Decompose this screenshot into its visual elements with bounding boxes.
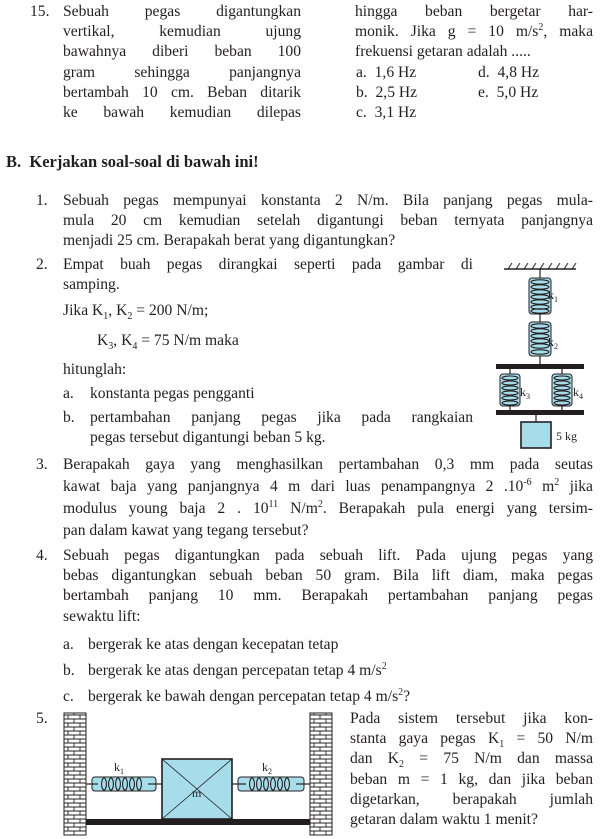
p4-item-a: a. bergerak ke atas dengan kecepatan tetap [63,635,339,653]
p4-line-1: Sebuah pegas digantungkan pada sebuah lift. Pada ujung pegas yang [63,547,593,564]
p5-line-2: stanta gaya pegas $K_1 = 50$ N/m [350,730,593,751]
section-b-letter: B. [6,152,22,171]
spring-k3 [500,374,520,406]
q15-left-line-1: Sebuah pegas digantungkan [63,3,301,20]
p5-spring-figure [62,707,334,837]
p1-line-1: Sebuah pegas mempunyai konstanta 2 N/m. Bila panjang pegas mula- [63,192,593,209]
p2-hitung: hitunglah: [63,360,127,378]
p2-line-2: samping. [63,276,120,294]
p1-line-3: menjadi 25 cm. Berapakah berat yang digantungkan? [63,232,396,250]
q15-option-d[interactable]: d. 4,8 Hz [478,63,540,81]
p1-text [63,191,593,252]
p4-item-b: b. bergerak ke atas dengan percepatan tetap 4 $m/s^2$ [63,660,387,680]
p5-number: 5. [36,710,48,727]
label-p5-k2: $k_2$ [262,760,272,776]
p3-line-4: pan dalam kawat yang tegang tersebut? [63,521,309,539]
q15-left-line-4: gram sehingga panjangnya [63,63,301,81]
q15-number: 15. [30,3,50,20]
q15-right-line-3: frekuensi getaran adalah ..... [355,43,531,61]
label-p5-k1: $k_1$ [114,760,124,776]
p4-line-2: bebas digantungkan sebuah beban 50 gram. Bila lift diam, maka pegas [63,567,593,585]
p2-line-1: Empat buah pegas dirangkai seperti pada gambar di [63,256,473,273]
q15-left-column [63,2,301,123]
p2-k-line-2: $K_3$, $K_4 = 75$ N/m maka [97,331,239,352]
lower-bar [496,410,584,415]
q15-left-line-5: bertambah 10 cm. Beban ditarik [63,83,301,101]
label-k4: $k_4$ [573,385,583,401]
left-wall [64,713,86,835]
p4-line-3: bertambah panjang 10 mm. Berapakah pertambahan panjang pegas [63,587,593,605]
p3-line-1: Berapakah gaya yang menghasilkan pertambahan 0,3 mm pada seutas [63,456,593,473]
p1-line-2: mula 20 cm kemudian setelah digantungi beban ternyata panjangnya [63,212,593,230]
spring-k1-horizontal [86,777,162,791]
p5-line-3: dan $K_2 = 75$ N/m dan massa [350,750,593,771]
q15-option-e[interactable]: e. 5,0 Hz [478,83,539,101]
label-k2: $k_2$ [548,335,558,351]
p5-line-6: getaran dalam waktu 1 menit? [350,811,538,829]
q15-right-line-2: monik. Jika g = 10 $m/s^2$, maka [355,22,593,41]
p2-k-line-1: Jika $K_1$, $K_2 = 200$ N/m; [63,302,209,323]
upper-bar [496,364,584,369]
p3-line-2: kawat baja yang panjangnya 4 m dari luas penampangnya 2 $.10^{-6}$ $m^2$ jika [63,477,593,496]
p4-text [63,546,593,707]
q15-options [355,63,593,123]
label-k1: $k_1$ [548,288,558,304]
section-b-title: Kerjakan soal-soal di bawah ini! [29,152,259,171]
p5-line-4: beban m = 1 kg, dan jika beban [350,770,593,788]
p5-line-1: Pada sistem tersebut jika kon- [350,710,593,727]
q15-left-line-6: ke bawah kemudian dilepas [63,104,301,122]
q15-option-a[interactable]: a. 1,6 Hz [356,63,417,81]
q15-option-c[interactable]: c. 3,1 Hz [356,103,417,121]
q15-option-b[interactable]: b. 2,5 Hz [356,83,418,101]
label-k3: $k_3$ [520,385,530,401]
q15-left-line-2: vertikal, kemudian ujung [63,23,301,41]
p1-number: 1. [36,192,48,209]
p3-line-3: modulus young baja 2 . $10^{11}$ $N/m^2$. Berapakah pula energi yang tersim- [63,499,593,518]
q15-left-line-3: bawahnya diberi beban 100 [63,43,301,61]
p3-text [63,455,593,541]
p2-item-b: b. pertambahan panjang pegas jika pada rangkaian pegas tersebut digantungi beban 5 kg. [63,409,473,447]
label-mass-5kg: 5 kg [556,429,577,443]
p3-number: 3. [36,456,48,473]
p2-ceiling [504,263,576,269]
p4-number: 4. [36,547,48,564]
p5-line-5: digetarkan, berapakah jumlah [350,790,593,808]
p2-spring-figure [490,256,590,456]
p2-item-a: a. konstanta pegas pengganti [63,385,255,403]
q15-right-column [355,2,593,123]
right-wall [310,713,332,835]
p4-line-4: sewaktu lift: [63,607,141,625]
p5-text [350,709,593,830]
p2-number: 2. [36,256,48,273]
q15-right-line-1: hingga beban bergetar har- [355,3,593,20]
spring-k4 [552,374,572,406]
spring-k2-horizontal [232,777,310,791]
section-b-heading [6,152,259,172]
floor [86,819,310,825]
p2-text [63,255,473,449]
p4-item-c: c. bergerak ke bawah dengan percepatan tetap 4 $m/s^2$? [63,687,411,706]
mass-5kg [521,422,551,448]
label-mass-m: m [192,786,202,800]
